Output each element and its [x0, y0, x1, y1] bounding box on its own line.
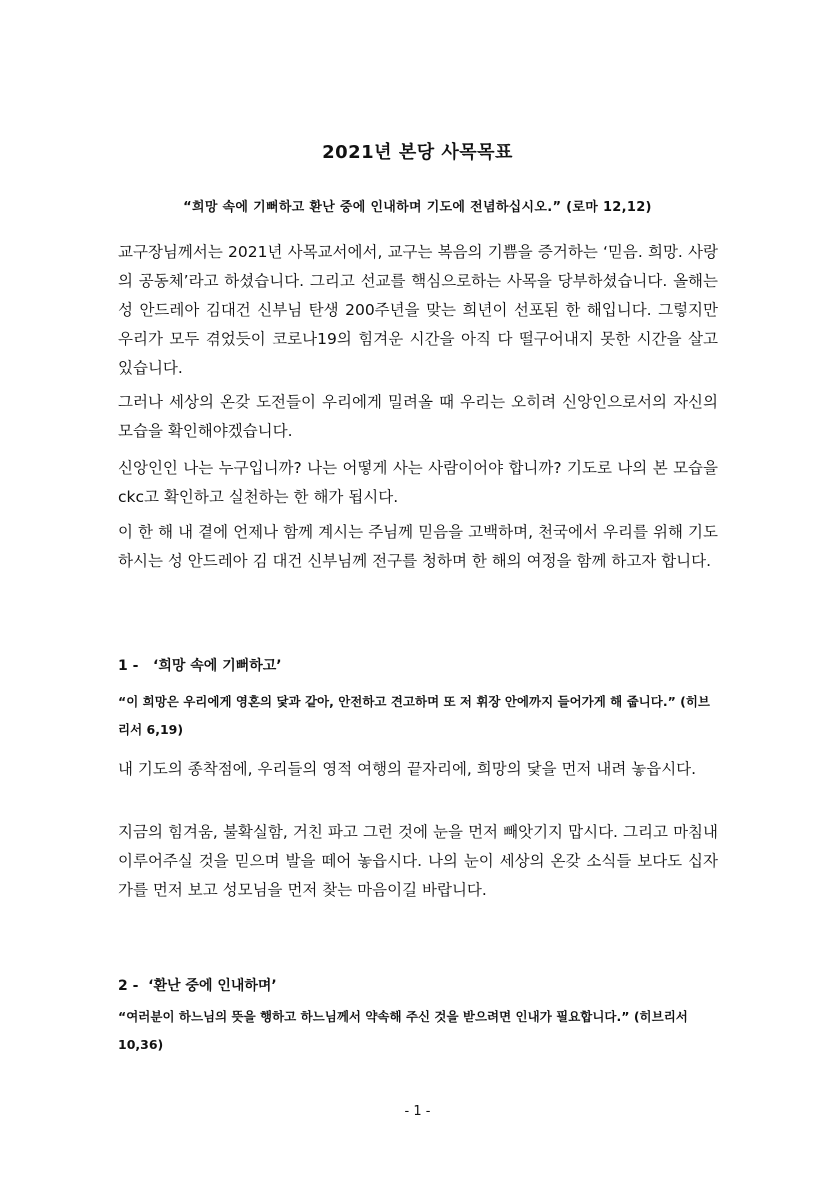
section-2-heading: 2 - ‘환난 중에 인내하며’	[118, 978, 277, 994]
page-title: 2021년 본당 사목목표	[322, 142, 513, 163]
intro-paragraph-4: 이 한 해 내 곁에 언제나 함께 계시는 주님께 믿음을 고백하며, 천국에서 우리를 위해 기도하시는 성 안드레아 김 대건 신부님께 전구를 청하며 한 해의 여정을 함께 하고자 합니다.	[118, 523, 718, 570]
section-1-paragraph-1: 내 기도의 종착점에, 우리들의 영적 여행의 끝자리에, 희망의 닻을 먼저 내려 놓읍시다.	[118, 760, 697, 778]
page-number: - 1 -	[404, 1104, 431, 1119]
intro-paragraph-1: 교구장님께서는 2021년 사목교서에서, 교구는 복음의 기쁨을 증거하는 ‘믿음. 희망. 사랑의 공동체’라고 하셨습니다. 그리고 선교를 핵심으로하는 사목을 당부하셨습니다. 올해는 성 안드레아 김대건 신부님 탄생 200주년을 맞는 희년이 선포된 한 해입니다. 그렇지만 우리가 모두 겪었듯이 코로나19의 힘겨운 시간을 아직 다 떨구어내지 못한 시간을 살고 있습니다.	[118, 243, 718, 377]
motto-quote: “희망 속에 기뻐하고 환난 중에 인내하며 기도에 전념하십시오.” (로마 12,12)	[183, 200, 652, 215]
section-1-heading: 1 - ‘희망 속에 기뻐하고’	[118, 658, 282, 674]
section-1-quote: “이 희망은 우리에게 영혼의 닻과 같아, 안전하고 견고하며 또 저 휘장 안에까지 들어가게 해 줍니다.” (히브리서 6,19)	[118, 694, 710, 737]
intro-paragraph-3: 신앙인인 나는 누구입니까? 나는 어떻게 사는 사람이어야 합니까? 기도로 나의 본 모습을 ckc고 확인하고 실천하는 한 해가 됩시다.	[118, 459, 718, 506]
section-2-quote: “여러분이 하느님의 뜻을 행하고 하느님께서 약속해 주신 것을 받으려면 인내가 필요합니다.” (히브리서 10,36)	[118, 1009, 688, 1052]
section-1-paragraph-2: 지금의 힘겨움, 불확실함, 거친 파고 그런 것에 눈을 먼저 빼앗기지 맙시다. 그리고 마침내 이루어주실 것을 믿으며 발을 떼어 놓읍시다. 나의 눈이 세상의 온갖 소식들 보다도 십자가를 먼저 보고 성모님을 먼저 찾는 마음이길 바랍니다.	[118, 823, 718, 899]
intro-paragraph-2: 그러나 세상의 온갖 도전들이 우리에게 밀려올 때 우리는 오히려 신앙인으로서의 자신의 모습을 확인해야겠습니다.	[118, 393, 718, 440]
